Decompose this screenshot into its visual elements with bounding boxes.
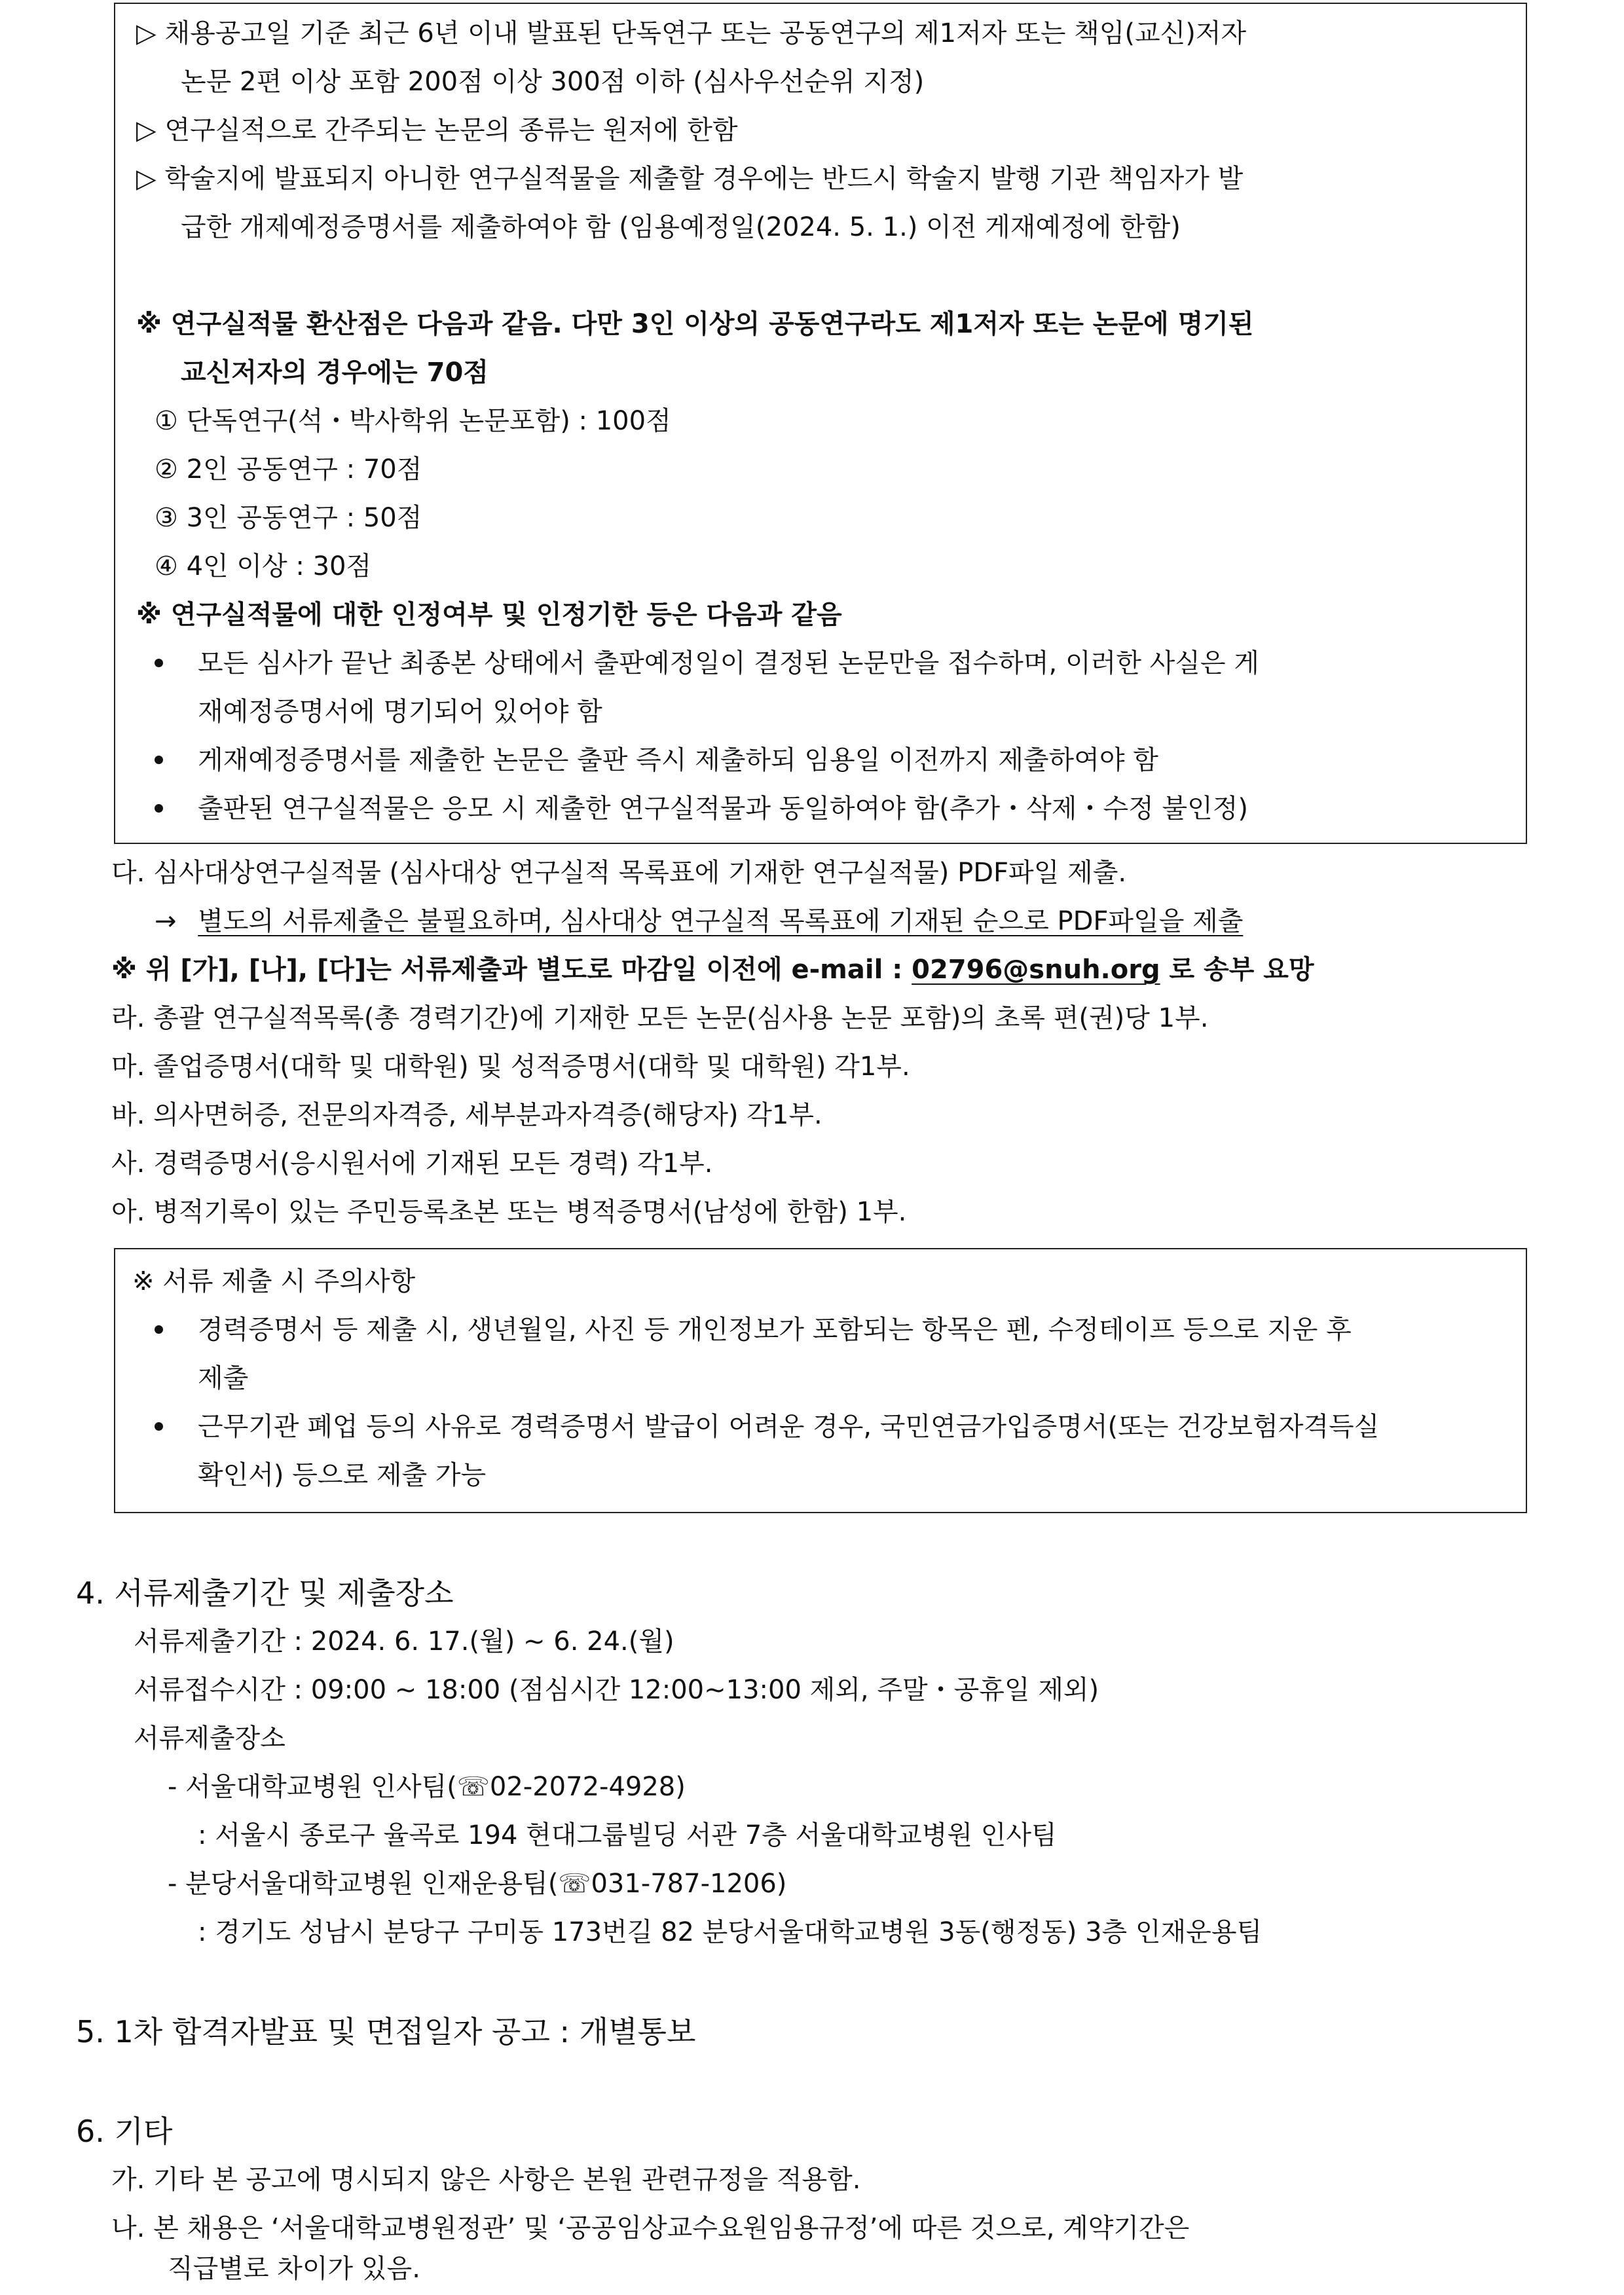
email-note-prefix: ※ 위 [가], [나], [다]는 서류제출과 별도로 마감일 이전에 e-mail : [111, 955, 912, 985]
item-a: 아. 병적기록이 있는 주민등록초본 또는 병적증명서(남성에 한함) 1부. [111, 1197, 907, 1227]
item-sa: 사. 경력증명서(응시원서에 기재된 모든 경력) 각1부. [111, 1148, 713, 1179]
submission-period: 서류제출기간 : 2024. 6. 17.(월) ~ 6. 24.(월) [134, 1626, 674, 1657]
recognition-bullet-2: 게재예정증명서를 제출한 논문은 출판 즉시 제출하되 임용일 이전까지 제출하여야 함 [198, 745, 1158, 775]
score-note-cont: 교신저자의 경우에는 70점 [181, 358, 489, 388]
recognition-note: ※ 연구실적물에 대한 인정여부 및 인정기한 등은 다음과 같음 [136, 600, 842, 630]
criteria-line-2: 논문 2편 이상 포함 200점 이상 300점 이하 (심사우선순위 지정) [181, 67, 925, 97]
misc-item-ga: 가. 기타 본 공고에 명시되지 않은 사항은 본원 관련규정을 적용함. [111, 2165, 861, 2195]
place-bundang: - 분당서울대학교병원 인재운용팀(☏031-787-1206) [168, 1869, 787, 1899]
bullet-icon [155, 1422, 163, 1431]
email-note [111, 946, 1314, 994]
section-4-title: 4. 서류제출기간 및 제출장소 [76, 1575, 454, 1611]
submission-place-label: 서류제출장소 [134, 1723, 286, 1753]
recognition-bullet-1: 모든 심사가 끝난 최종본 상태에서 출판예정일이 결정된 논문만을 접수하며, 이러한 사실은 게 [198, 648, 1259, 678]
bullet-icon [155, 1325, 163, 1334]
place-snuh: - 서울대학교병원 인사팀(☏02-2072-4928) [168, 1772, 686, 1802]
caution-bullet-2: 근무기관 폐업 등의 사유로 경력증명서 발급이 어려운 경우, 국민연금가입증명서(또는 건강보험자격득실 [198, 1412, 1380, 1442]
score-item-3: ③ 3인 공동연구 : 50점 [155, 503, 422, 533]
caution-bullet-2-cont: 확인서) 등으로 제출 가능 [198, 1460, 487, 1490]
email-note-suffix: 로 송부 요망 [1160, 955, 1314, 985]
misc-item-na-cont: 직급별로 차이가 있음. [168, 2254, 420, 2284]
item-ma: 마. 졸업증명서(대학 및 대학원) 및 성적증명서(대학 및 대학원) 각1부. [111, 1052, 910, 1082]
score-item-2: ② 2인 공동연구 : 70점 [155, 454, 422, 485]
bullet-icon [155, 659, 163, 667]
recognition-bullet-3: 출판된 연구실적물은 응모 시 제출한 연구실적물과 동일하여야 함(추가・삭제・수정 불인정) [198, 794, 1248, 824]
section-6-title: 6. 기타 [76, 2114, 173, 2149]
arrow-icon: → [155, 906, 177, 936]
item-ra: 라. 총괄 연구실적목록(총 경력기간)에 기재한 모든 논문(심사용 논문 포함)의 초록 편(권)당 1부. [111, 1003, 1209, 1033]
score-item-1: ① 단독연구(석・박사학위 논문포함) : 100점 [155, 406, 671, 436]
criteria-line-1: ▷ 채용공고일 기준 최근 6년 이내 발표된 단독연구 또는 공동연구의 제1저자 또는 책임(교신)저자 [136, 18, 1247, 48]
caution-bullet-1: 경력증명서 등 제출 시, 생년월일, 사진 등 개인정보가 포함되는 항목은 펜, 수정테이프 등으로 지운 후 [198, 1315, 1352, 1345]
caution-title: ※ 서류 제출 시 주의사항 [132, 1266, 416, 1296]
place-bundang-address: : 경기도 성남시 분당구 구미동 173번길 82 분당서울대학교병원 3동(행정동) 3층 인재운용팀 [198, 1917, 1263, 1947]
score-note: ※ 연구실적물 환산점은 다음과 같음. 다만 3인 이상의 공동연구라도 제1저자 또는 논문에 명기된 [136, 309, 1254, 339]
score-item-4: ④ 4인 이상 : 30점 [155, 551, 372, 581]
item-da: 다. 심사대상연구실적물 (심사대상 연구실적 목록표에 기재한 연구실적물) PDF파일 제출. [111, 858, 1127, 888]
item-ba: 바. 의사면허증, 전문의자격증, 세부분과자격증(해당자) 각1부. [111, 1100, 822, 1130]
submission-hours: 서류접수시간 : 09:00 ~ 18:00 (점심시간 12:00~13:00 제외, 주말・공휴일 제외) [134, 1675, 1099, 1705]
bullet-icon [155, 756, 163, 764]
section-5-title: 5. 1차 합격자발표 및 면접일자 공고 : 개별통보 [76, 2014, 696, 2049]
criteria-line-3: ▷ 연구실적으로 간주되는 논문의 종류는 원저에 한함 [136, 115, 738, 145]
caution-bullet-1-cont: 제출 [198, 1363, 249, 1393]
criteria-line-5: 급한 개제예정증명서를 제출하여야 함 (임용예정일(2024. 5. 1.) 이전 게재예정에 한함) [181, 212, 1181, 242]
item-da-arrow-text: 별도의 서류제출은 불필요하며, 심사대상 연구실적 목록표에 기재된 순으로 PDF파일을 제출 [198, 906, 1244, 936]
email-link[interactable]: 02796@snuh.org [912, 955, 1160, 985]
misc-item-na: 나. 본 채용은 ‘서울대학교병원정관’ 및 ‘공공임상교수요원임용규정’에 따른 것으로, 계약기간은 [111, 2213, 1190, 2243]
recognition-bullet-1-cont: 재예정증명서에 명기되어 있어야 함 [198, 697, 602, 727]
item-da-arrow [155, 897, 1243, 946]
bullet-icon [155, 804, 163, 813]
place-snuh-address: : 서울시 종로구 율곡로 194 현대그룹빌딩 서관 7층 서울대학교병원 인사팀 [198, 1820, 1057, 1850]
criteria-line-4: ▷ 학술지에 발표되지 아니한 연구실적물을 제출할 경우에는 반드시 학술지 발행 기관 책임자가 발 [136, 164, 1244, 194]
